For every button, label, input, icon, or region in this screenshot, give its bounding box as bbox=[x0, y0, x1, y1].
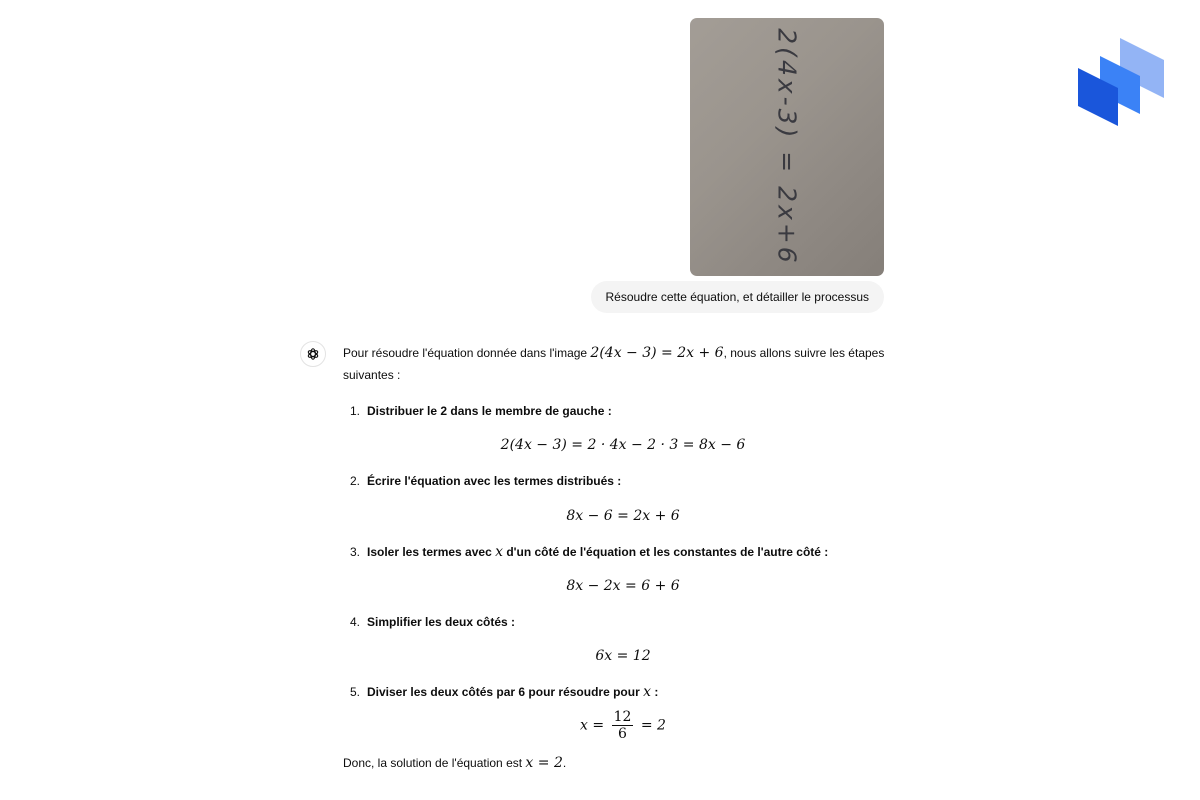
step-number: 5. bbox=[350, 685, 361, 699]
step-1 bbox=[343, 400, 903, 456]
step-5 bbox=[343, 681, 903, 742]
brand-logo-icon bbox=[1076, 34, 1168, 128]
step-title: Isoler les termes avec x d'un côté de l'équation et les constantes de l'autre côté : bbox=[367, 544, 829, 560]
step-number: 1. bbox=[350, 404, 361, 418]
step-3 bbox=[343, 541, 903, 597]
assistant-avatar bbox=[300, 341, 326, 367]
step-title: Distribuer le 2 dans le membre de gauche : bbox=[367, 404, 612, 418]
step-title: Écrire l'équation avec les termes distribués : bbox=[367, 474, 622, 488]
user-message-text: Résoudre cette équation, et détailler le processus bbox=[605, 290, 869, 304]
solution-steps bbox=[343, 400, 903, 742]
step-number: 4. bbox=[350, 615, 361, 629]
step-4 bbox=[343, 611, 903, 667]
response-conclusion: Donc, la solution de l'équation est x = 2. bbox=[343, 755, 567, 771]
step-equation: 8x − 2x = 6 + 6 bbox=[566, 578, 680, 594]
step-number: 3. bbox=[350, 545, 361, 559]
step-equation: 8x − 6 = 2x + 6 bbox=[566, 508, 680, 524]
step-equation: 6x = 12 bbox=[595, 648, 651, 664]
fraction: $\frac{12}{6}$ bbox=[613, 709, 632, 742]
openai-logo-icon bbox=[306, 347, 320, 361]
step-equation: x = $\frac{12}{6}$ = 2 bbox=[580, 709, 666, 742]
assistant-response bbox=[343, 342, 903, 774]
step-number: 2. bbox=[350, 474, 361, 488]
step-2 bbox=[343, 470, 903, 527]
inline-equation: 2(4x − 3) = 2x + 6 bbox=[590, 345, 724, 361]
uploaded-equation-photo[interactable]: 2(4x-3) = 2x+6 bbox=[690, 18, 884, 276]
step-equation: 2(4x − 3) = 2 · 4x − 2 · 3 = 8x − 6 bbox=[500, 437, 746, 453]
solution-value: x = 2 bbox=[525, 755, 563, 771]
step-title: Simplifier les deux côtés : bbox=[367, 615, 516, 629]
step-title: Diviser les deux côtés par 6 pour résoudre pour x : bbox=[367, 684, 659, 700]
user-message-bubble bbox=[591, 281, 885, 313]
response-intro: Pour résoudre l'équation donnée dans l'image 2(4x − 3) = 2x + 6, nous allons suivre les étapes suivantes : bbox=[343, 345, 885, 382]
